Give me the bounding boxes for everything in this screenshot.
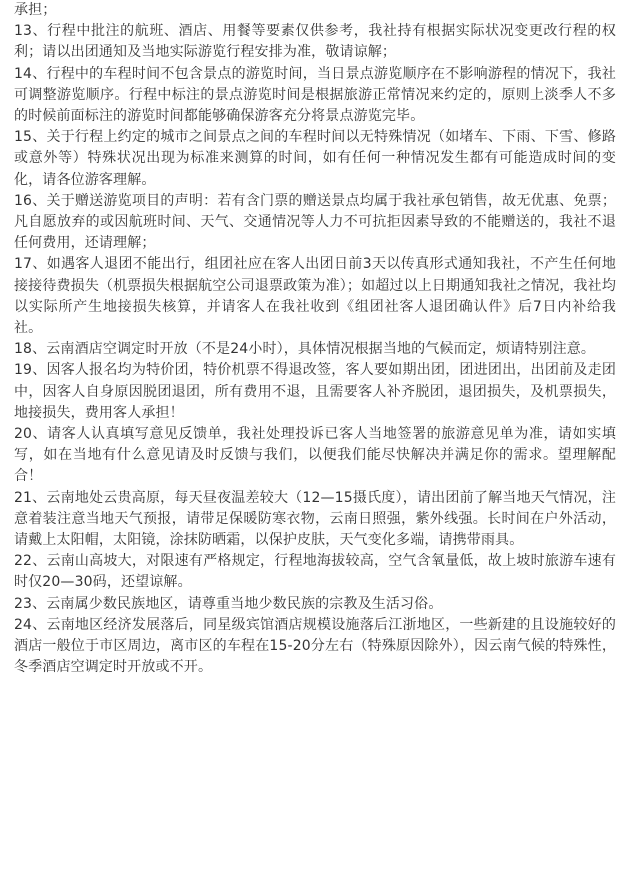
paragraph-continuation: 承担； [14,2,57,18]
paragraph-24: 24、云南地区经济发展落后，同星级宾馆酒店规模设施落后江浙地区，一些新建的且设施较好的酒店一般位于市区周边，离市区的车程在15-20分左右（特殊原因除外），因云南气候的特殊性，冬季酒店空调定时开放或不开。 [14,616,616,676]
paragraph-17: 17、如遇客人退团不能出行，组团社应在客人出团日前3天以传真形式通知我社，不产生任何地接接待费损失（机票损失根据航空公司退票政策为准）；如超过以上日期通知我社之情况，我社均以实际所产生地接损失核算，并请客人在我社收到《组团社客人退团确认件》后7日内补给我社。 [14,256,616,337]
paragraph-14: 14、行程中的车程时间不包含景点的游览时间，当日景点游览顺序在不影响游程的情况下，我社可调整游览顺序。行程中标注的景点游览时间是根据旅游正常情况来约定的，原则上淡季人不多的时候前面标注的游览时间都能够确保游客充分将景点游览完毕。 [14,65,616,125]
paragraph-16: 16、关于赠送游览项目的声明：若有含门票的赠送景点均属于我社承包销售，故无优惠、免票；凡自愿放弃的或因航班时间、天气、交通情况等人力不可抗拒因素导致的不能赠送的，我社不退任何费用，还请理解； [14,192,616,252]
paragraph-19: 19、因客人报名均为特价团，特价机票不得退改签，客人要如期出团，团进团出，出团前及走团中，因客人自身原因脱团退团，所有费用不退，且需要客人补齐脱团，退团损失，及机票损失，地接损失，费用客人承担！ [14,362,616,421]
paragraph-18: 18、云南酒店空调定时开放（不是24小时），具体情况根据当地的气候而定，烦请特别注意。 [14,341,596,358]
paragraph-21: 21、云南地处云贵高原，每天昼夜温差较大（12—15摄氏度），请出团前了解当地天气情况，注意着装注意当地天气预报，请带足保暖防寒衣物，云南日照强，紫外线强。长时间在户外活动，请戴上太阳帽，太阳镜，涂抹防晒霜，以保护皮肤，天气变化多端，请携带雨具。 [14,489,616,549]
paragraph-22: 22、云南山高坡大，对限速有严格规定，行程地海拔较高，空气含氧量低，故上坡时旅游车速有时仅20—30码，还望谅解。 [14,553,616,591]
paragraph-13: 13、行程中批注的航班、酒店、用餐等要素仅供参考，我社持有根据实际状况变更改行程的权利；请以出团通知及当地实际游览行程安排为准，敬请谅解； [14,23,616,61]
paragraph-20: 20、请客人认真填写意见反馈单，我社处理投诉已客人当地签署的旅游意见单为准，请如实填写，如在当地有什么意见请及时反馈与我们，以便我们能尽快解决并满足你的需求。望理解配合！ [14,426,616,485]
paragraph-23: 23、云南属少数民族地区，请尊重当地少数民族的宗教及生活习俗。 [14,595,443,612]
paragraph-15: 15、关于行程上约定的城市之间景点之间的车程时间以无特殊情况（如堵车、下雨、下雪、修路或意外等）特殊状况出现为标准来测算的时间，如有任何一种情况发生都有可能造成时间的变化，请各位游客理解。 [14,129,616,188]
